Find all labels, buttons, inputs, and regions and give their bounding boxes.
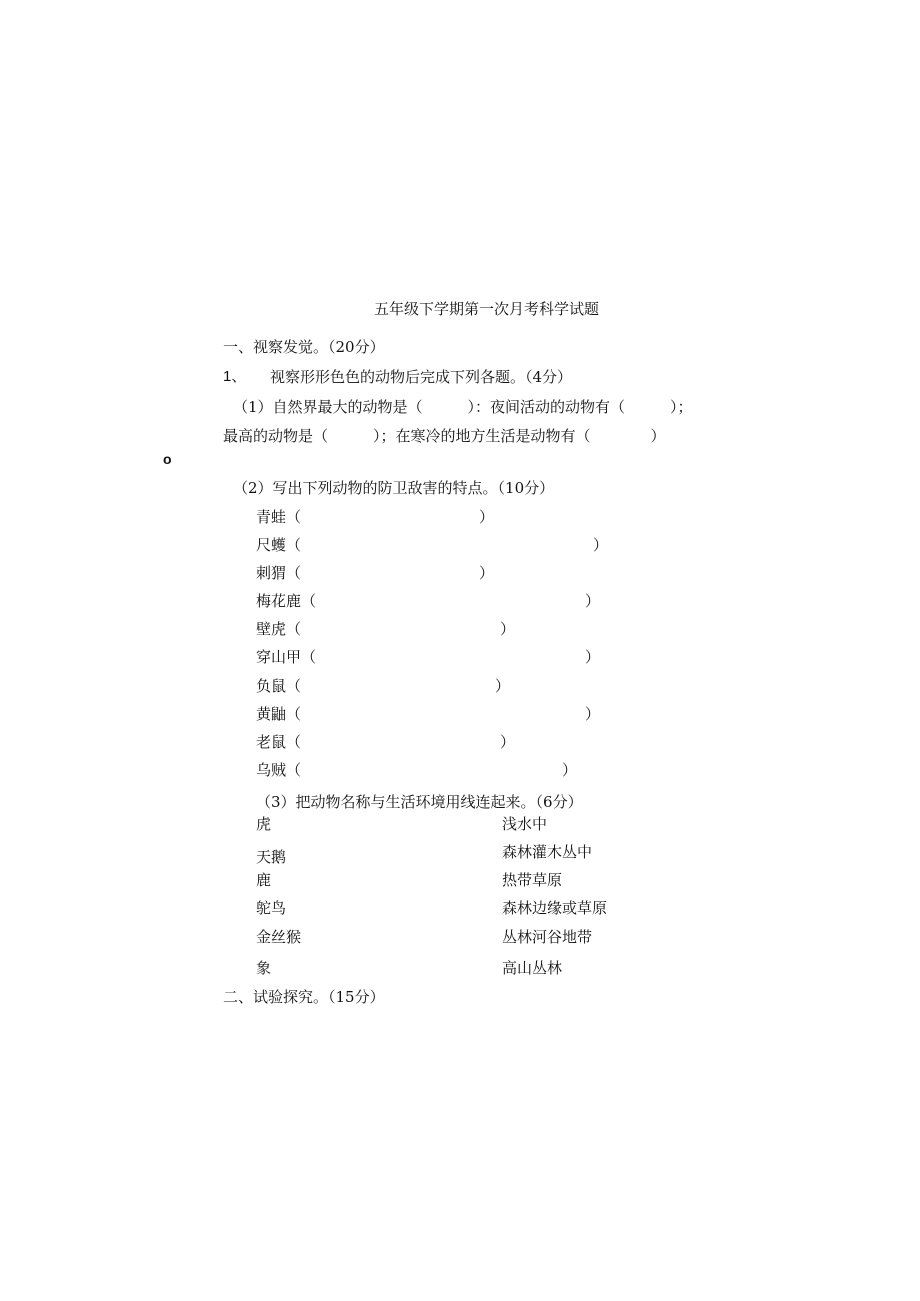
animal-name: 负鼠（ [256,677,302,695]
animal-name: 尺蠖（ [256,536,302,554]
match-animal: 象 [256,959,272,977]
animal-name: 刺猬（ [256,564,302,582]
closing-paren: ） [593,536,609,554]
section-1-heading: 一、视察发觉。（20分） [223,338,385,356]
closing-paren: ） [479,508,495,526]
closing-paren: ） [585,592,601,610]
match-animal: 鹿 [256,871,272,889]
match-animal: 虎 [256,815,272,833]
match-habitat: 热带草原 [502,871,563,889]
part-1-line-1: （1）自然界最大的动物是（ ）：夜间活动的动物有（ ）； [233,398,693,416]
animal-name: 老鼠（ [256,733,302,751]
question-1-text: 视察形形色色的动物后完成下列各题。（4分） [270,368,573,386]
part-2-heading: （2）写出下列动物的防卫敌害的特点。（10分） [233,479,555,497]
closing-paren: ） [500,733,516,751]
match-habitat: 丛林河谷地带 [502,928,593,946]
match-animal: 天鹅 [256,848,287,866]
match-animal: 金丝猴 [256,928,302,946]
animal-name: 梅花鹿（ [256,592,317,610]
closing-paren: ） [585,648,601,666]
animal-name: 壁虎（ [256,620,302,638]
animal-name: 乌贼（ [256,761,302,779]
match-habitat: 森林灌木丛中 [502,843,593,861]
closing-paren: ） [585,705,601,723]
closing-paren: ） [479,564,495,582]
closing-paren: ） [500,620,516,638]
animal-name: 穿山甲（ [256,648,317,666]
page-title: 五年级下学期第一次月考科学试题 [374,300,600,318]
part-1-end-mark: o [163,451,172,467]
animal-name: 黄鼬（ [256,705,302,723]
closing-paren: ） [495,677,511,695]
match-habitat: 浅水中 [502,815,548,833]
section-2-heading: 二、试验探究。（15分） [223,988,385,1006]
animal-name: 青蛙（ [256,508,302,526]
match-habitat: 森林边缘或草原 [502,899,608,917]
question-1-number: 1、 [223,368,247,385]
match-habitat: 高山丛林 [502,959,563,977]
closing-paren: ） [562,761,578,779]
part-1-line-2: 最高的动物是（ ）；在寒冷的地方生活是动物有（ ） [223,427,666,445]
match-animal: 鸵鸟 [256,899,287,917]
part-3-heading: （3）把动物名称与生活环境用线连起来。（6分） [256,793,583,811]
